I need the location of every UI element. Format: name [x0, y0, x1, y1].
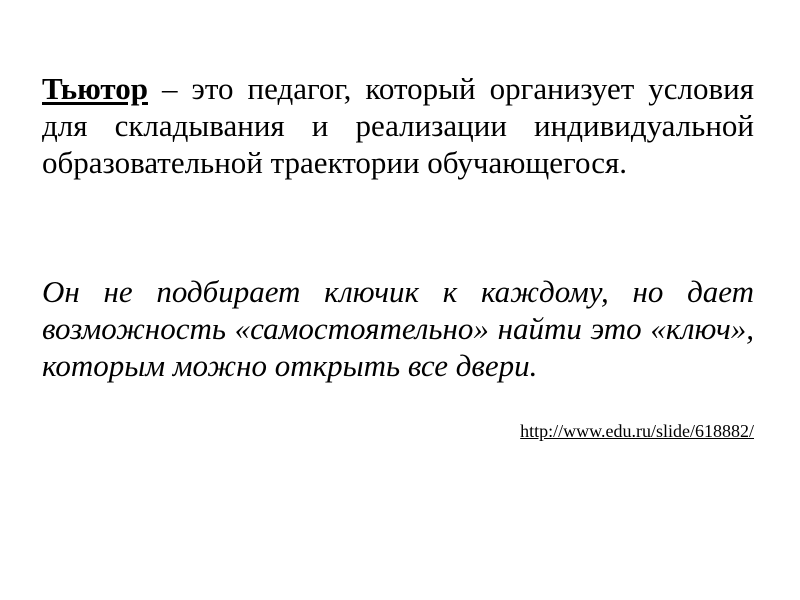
- definition-term: Тьютор: [42, 71, 148, 106]
- quote-paragraph: Он не подбирает ключик к каждому, но дает возможность «самостоятельно» найти это «ключ», которым можно открыть все двери.: [42, 274, 754, 383]
- definition-paragraph: [42, 70, 754, 181]
- source-link[interactable]: http://www.edu.ru/slide/618882/: [520, 421, 754, 441]
- definition-text: – это педагог, который организует условия для складывания и реализации индивидуальной образовательной траектории обучающегося.: [42, 71, 754, 180]
